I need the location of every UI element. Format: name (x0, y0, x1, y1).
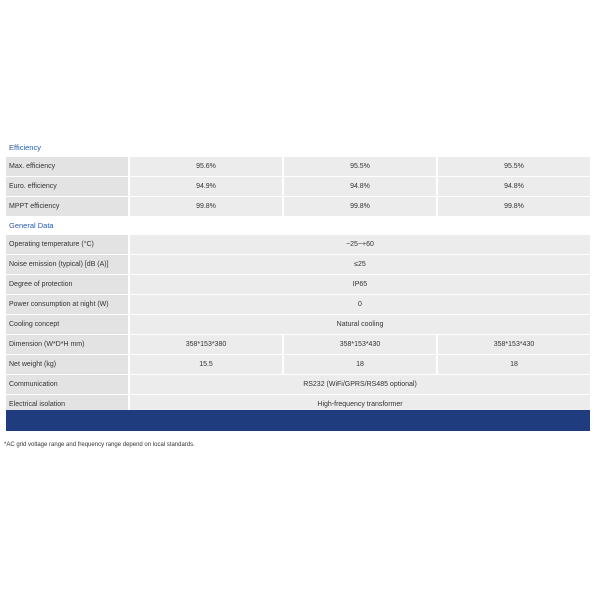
table-row (6, 157, 590, 177)
table-row (6, 177, 590, 197)
value-cell: High-frequency transformer (130, 395, 590, 414)
value-cell: ≤25 (130, 255, 590, 274)
table-row (6, 335, 590, 355)
row-label: Power consumption at night (W) (6, 295, 128, 314)
row-values (130, 255, 590, 274)
value-cell: Natural cooling (130, 315, 590, 334)
row-label: Cooling concept (6, 315, 128, 334)
table-row (6, 295, 590, 315)
section-title-general-data: General Data (6, 217, 590, 235)
value-cell: IP65 (130, 275, 590, 294)
value-cell: 18 (438, 355, 590, 374)
value-cell: 99.8% (284, 197, 436, 216)
value-cell: −25~+60 (130, 235, 590, 254)
spec-table (6, 139, 590, 415)
row-label: Degree of protection (6, 275, 128, 294)
row-label: Operating temperature (°C) (6, 235, 128, 254)
value-cell: 99.8% (130, 197, 282, 216)
efficiency-rows (6, 157, 590, 217)
row-label: Net weight (kg) (6, 355, 128, 374)
row-label: MPPT efficiency (6, 197, 128, 216)
table-row (6, 255, 590, 275)
row-values (130, 315, 590, 334)
table-row (6, 197, 590, 217)
row-label: Euro. efficiency (6, 177, 128, 196)
row-label: Electrical isolation (6, 395, 128, 414)
value-cell: 358*153*380 (130, 335, 282, 354)
value-cell: 358*153*430 (284, 335, 436, 354)
footnote: *AC grid voltage range and frequency range depend on local standards. (4, 442, 195, 448)
row-values (130, 275, 590, 294)
table-row (6, 235, 590, 255)
row-label: Communication (6, 375, 128, 394)
row-values (130, 235, 590, 254)
row-values (130, 375, 590, 394)
value-cell: 15.5 (130, 355, 282, 374)
row-values (130, 197, 590, 216)
value-cell: 99.8% (438, 197, 590, 216)
value-cell: 94.8% (284, 177, 436, 196)
value-cell: 18 (284, 355, 436, 374)
row-values (130, 335, 590, 354)
value-cell: 95.5% (438, 157, 590, 176)
row-label: Dimension (W*D*H mm) (6, 335, 128, 354)
value-cell: RS232 (WiFi/GPRS/RS485 optional) (130, 375, 590, 394)
row-label: Max. efficiency (6, 157, 128, 176)
row-label: Noise emission (typical) [dB (A)] (6, 255, 128, 274)
value-cell: 0 (130, 295, 590, 314)
row-values (130, 177, 590, 196)
row-values (130, 295, 590, 314)
blue-footer-bar (6, 410, 590, 431)
table-row (6, 315, 590, 335)
table-row (6, 275, 590, 295)
value-cell: 94.8% (438, 177, 590, 196)
value-cell: 94.9% (130, 177, 282, 196)
value-cell: 95.5% (284, 157, 436, 176)
general-data-rows (6, 235, 590, 415)
row-values (130, 157, 590, 176)
value-cell: 95.6% (130, 157, 282, 176)
row-values (130, 355, 590, 374)
table-row (6, 375, 590, 395)
table-row (6, 355, 590, 375)
value-cell: 358*153*430 (438, 335, 590, 354)
section-title-efficiency: Efficiency (6, 139, 590, 157)
